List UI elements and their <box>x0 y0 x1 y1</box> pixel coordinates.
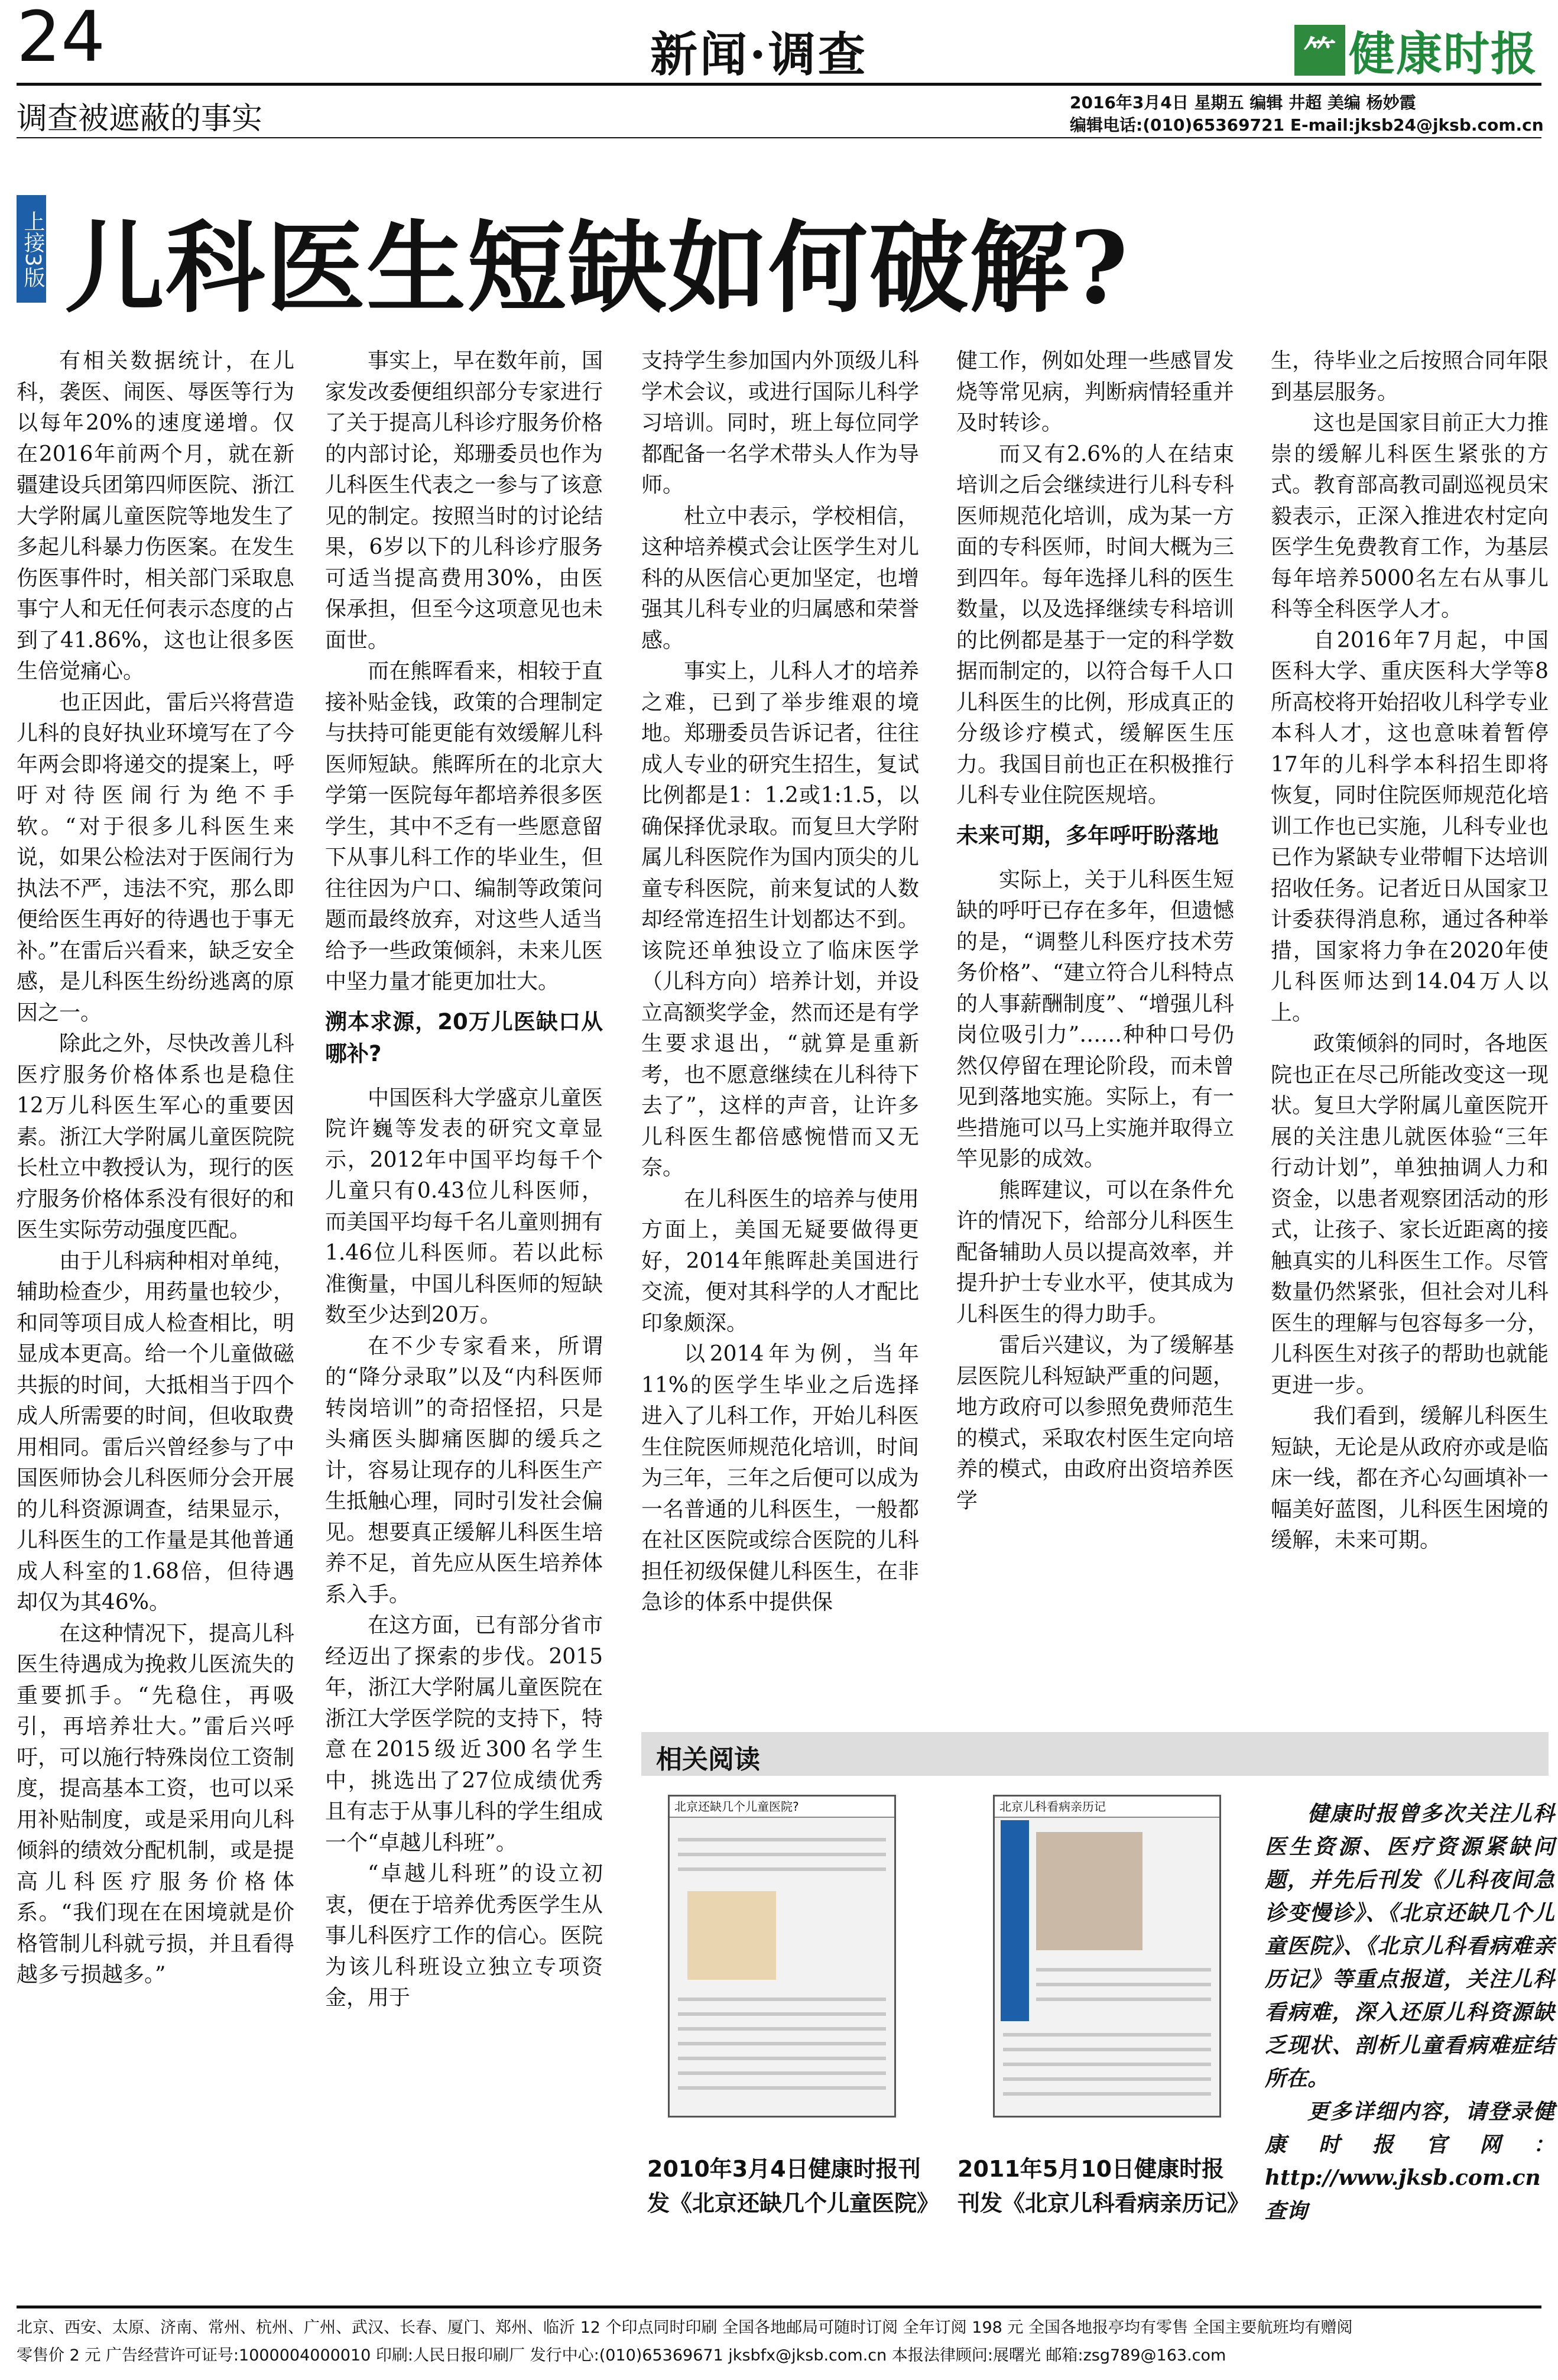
footer-rule <box>17 2306 1541 2308</box>
paragraph: 也正因此，雷后兴将营造儿科的良好执业环境写在了今年两会即将递交的提案上，呼吁对待医闹行为绝不手软。“对于很多儿科医生来说，如果公检法对于医闹行为执法不严，违法不究，那么即便给医生再好的待遇也于事无补。”在雷后兴看来，缺乏安全感，是儿科医生纷纷逃离的原因之一。 <box>17 690 294 1025</box>
related-reading-title: 相关阅读 <box>656 1745 760 1775</box>
paragraph: 杜立中表示，学校相信，这种培养模式会让医学生对儿科的从医信心更加坚定，也增强其儿科专业的归属感和荣誉感。 <box>641 504 919 653</box>
paragraph: 除此之外，尽快改善儿科医疗服务价格体系也是稳住12万儿科医生军心的重要因素。浙江大学附属儿童医院院长杜立中教授认为，现行的医疗服务价格体系没有很好的和医生实际劳动强度匹配。 <box>17 1032 294 1242</box>
thumbnail-image <box>687 1891 776 1980</box>
page-thumbnail-2010 <box>668 1795 896 2118</box>
paragraph: 事实上，早在数年前，国家发改委便组织部分专家进行了关于提高儿科诊疗服务价格的内部讨论，郑珊委员也作为儿科医生代表之一参与了该意见的制定。按照当时的讨论结果，6岁以下的儿科诊疗服务可适当提高费用30%，由医保承担，但至今这项意见也未面世。 <box>325 349 603 653</box>
paragraph: 实际上，关于儿科医生短缺的呼吁已存在多年，但遗憾的是，“调整儿科医疗技术劳务价格”、“建立符合儿科特点的人事薪酬制度”、“增强儿科岗位吸引力”……种种口号仍然仅停留在理论阶段，而未曾见到落地实施。实际上，有一些措施可以马上实施并取得立竿见影的成效。 <box>956 867 1234 1171</box>
paragraph: 由于儿科病种相对单纯，辅助检查少，用药量也较少，和同等项目成人检查相比，明显成本更高。给一个儿童做磁共振的时间，大抵相当于四个成人所需要的时间，但收取费用相同。雷后兴曾经参与了中国医师协会儿科医师分会开展的儿科资源调查，结果显示，儿科医生的工作量是其他普通成人科室的1.68倍，但待遇却仅为其46%。 <box>17 1249 294 1614</box>
logo-mark-icon: ⺮ <box>1294 25 1345 76</box>
paragraph: 熊晖建议，可以在条件允许的情况下，给部分儿科医生配备辅助人员以提高效率，并提升护士专业水平，使其成为儿科医生的得力助手。 <box>956 1178 1234 1327</box>
paragraph: 我们看到，缓解儿科医生短缺，无论是从政府亦或是临床一线，都在齐心勾画填补一幅美好蓝图，儿科医生困境的缓解，未来可期。 <box>1271 1404 1549 1552</box>
article-column-2 <box>325 346 603 2014</box>
paragraph: 有相关数据统计，在儿科，袭医、闹医、辱医等行为以每年20%的速度递增。仅在2016年前两个月，就在新疆建设兵团第四师医院、浙江大学附属儿童医院等地发生了多起儿科暴力伤医案。在发生伤医事件时，相关部门采取息事宁人和无任何表示态度的占到了41.86%，这也让很多医生倍觉痛心。 <box>17 349 294 683</box>
continued-tag-text: 上接3版 <box>21 210 45 288</box>
paragraph: 以2014年为例，当年11%的医学生毕业之后选择进入了儿科工作，开始儿科医生住院医师规范化培训，时间为三年，三年之后便可以成为一名普通的儿科医生，一般都在社区医院或综合医院的儿科担任初级保健儿科医生，在非急诊的体系中提供保 <box>641 1342 919 1614</box>
footer-print-info: 北京、西安、太原、济南、常州、杭州、广州、武汉、长春、厦门、郑州、临沂 12 个印点同时印刷 全国各地邮局可随时订阅 全年订阅 198 元 全国各地报亭均有零售 全国主要航班均有赠阅 <box>17 2319 1353 2337</box>
paragraph: 雷后兴建议，为了缓解基层医院儿科短缺严重的问题，地方政府可以参照免费师范生的模式，采取农村医生定向培养的模式，由政府出资培养医学 <box>956 1333 1234 1513</box>
related-reading-more: 更多详细内容，请登录健康时报官网：http://www.jksb.com.cn查询 <box>1265 2099 1554 2223</box>
paragraph: 生，待毕业之后按照合同年限到基层服务。 <box>1271 349 1549 404</box>
column-tagline: 调查被遮蔽的事实 <box>17 101 263 137</box>
continued-from-tag <box>17 195 46 303</box>
paragraph: 中国医科大学盛京儿童医院许巍等发表的研究文章显示，2012年中国平均每千个儿童只有0.43位儿科医师，而美国平均每千名儿童则拥有1.46位儿科医师。若以此标准衡量，中国儿科医师的短缺数至少达到20万。 <box>325 1085 603 1327</box>
subheading: 未来可期，多年呼吁盼落地 <box>956 822 1219 848</box>
related-reading-bar <box>641 1732 1549 1776</box>
article-column-3 <box>641 346 919 1619</box>
masthead-rule-secondary <box>17 137 1541 138</box>
paragraph: 自2016年7月起，中国医科大学、重庆医科大学等8所高校将开始招收儿科学专业本科人才，这也意味着暂停17年的儿科学本科招生即将恢复，同时住院医师规范化培训工作也已实施，儿科专业也已作为紧缺专业带帽下达培训招收任务。记者近日从国家卫计委获得消息称，通过各种举措，国家将力争在2020年使儿科医师达到14.04万人以上。 <box>1271 628 1549 1025</box>
paragraph: “卓越儿科班”的设立初衷，便在于培养优秀医学生从事儿科医疗工作的信心。医院为该儿科班设立独立专项资金，用于 <box>325 1862 603 2010</box>
footer-publisher-info: 零售价 2 元 广告经营许可证号:1000004000010 印刷:人民日报印刷厂 发行中心:(010)65369671 jksbfx@jksb.com.cn 本报法律顾问:展曙光 邮箱:zsg789@163.com <box>17 2346 1226 2365</box>
paragraph: 支持学生参加国内外顶级儿科学术会议，或进行国际儿科学习培训。同时，班上每位同学都配备一名学术带头人作为导师。 <box>641 349 919 497</box>
paragraph: 健工作，例如处理一些感冒发烧等常见病，判断病情轻重并及时转诊。 <box>956 349 1234 435</box>
related-reading-text <box>1265 1797 1554 2227</box>
thumbnail-image <box>1036 1832 1142 1950</box>
article-column-5 <box>1271 346 1549 1557</box>
paragraph: 而又有2.6%的人在结束培训之后会继续进行儿科专科医师规范化培训，成为某一方面的专科医师，时间大概为三到四年。每年选择儿科的医生数量，以及选择继续专科培训的比例都是基于一定的科学数据而制定的，以符合每千人口儿科医生的比例，形成真正的分级诊疗模式，缓解医生压力。我国目前也正在积极推行儿科专业住院医规培。 <box>956 442 1234 808</box>
thumbnail-header: 北京儿科看病亲历记 <box>995 1797 1219 1818</box>
page-thumbnail-2011 <box>993 1795 1221 2118</box>
paragraph: 在儿科医生的培养与使用方面上，美国无疑要做得更好，2014年熊晖赴美国进行交流，便对其科学的人才配比印象颇深。 <box>641 1186 919 1335</box>
paragraph: 事实上，儿科人才的培养之难，已到了举步维艰的境地。郑珊委员告诉记者，往往成人专业的研究生招生，复试比例都是1：1.2或1:1.5，以确保择优录取。而复旦大学附属儿科医院作为国内顶尖的儿童专科医院，前来复试的人数却经常连招生计划都达不到。该院还单独设立了临床医学（儿科方向）培养计划，并设立高额奖学金，然而还是有学生要求退出，“就算是重新考，也不愿意继续在儿科待下去了”，这样的声音，让许多儿科医生都倍感惋惜而又无奈。 <box>641 659 919 1180</box>
related-reading-paragraph: 健康时报曾多次关注儿科医生资源、医疗资源紧缺问题，并先后刊发《儿科夜间急诊变慢诊》、《北京还缺几个儿童医院》、《北京儿科看病难亲历记》等重点报道，关注儿科看病难，深入还原儿科资源缺乏现状、剖析儿童看病难症结所在。 <box>1265 1801 1554 2091</box>
newspaper-logo <box>1294 24 1538 81</box>
page-number: 24 <box>17 0 106 77</box>
paragraph: 在这种情况下，提高儿科医生待遇成为挽救儿医流失的重要抓手。“先稳住，再吸引，再培养壮大。”雷后兴呼吁，可以施行特殊岗位工资制度，提高基本工资，也可以采用补贴制度，或是采用向儿科倾斜的绩效分配机制，或是提高儿科医疗服务价格体系。“我们现在在困境就是价格管制儿科就亏损，并且看得越多亏损越多。” <box>17 1621 294 1987</box>
editor-contact: 编辑电话:(010)65369721 E-mail:jksb24@jksb.com.cn <box>1070 115 1544 135</box>
logo-text: 健康时报 <box>1349 28 1538 81</box>
thumbnail-caption: 2011年5月10日健康时报刊发《北京儿科看病亲历记》 <box>957 2156 1250 2216</box>
paragraph: 而在熊晖看来，相较于直接补贴金钱，政策的合理制定与扶持可能更能有效缓解儿科医师短缺。熊晖所在的北京大学第一医院每年都培养很多医学生，其中不乏有一些愿意留下从事儿科工作的毕业生，但往往因为户口、编制等政策问题而最终放弃，对这些人适当给予一些政策倾斜，未来儿医中坚力量才能更加壮大。 <box>325 659 603 994</box>
date-editors: 2016年3月4日 星期五 编辑 井超 美编 杨妙霞 <box>1070 93 1416 112</box>
article-column-1 <box>17 346 294 1991</box>
section-title: 新闻·调查 <box>650 27 868 82</box>
headline: 儿科医生短缺如何破解? <box>65 209 1129 326</box>
subheading: 溯本求源，20万儿医缺口从哪补? <box>325 1009 603 1066</box>
article-column-4 <box>956 346 1234 1516</box>
thumbnail-title-band <box>1001 1820 1029 2021</box>
paragraph: 这也是国家目前正大力推崇的缓解儿科医生紧张的方式。教育部高教司副巡视员宋毅表示，正深入推进农村定向医学生免费教育工作，为基层每年培养5000名左右从事儿科等全科医学人才。 <box>1271 411 1549 621</box>
paragraph: 在这方面，已有部分省市经迈出了探索的步伐。2015年，浙江大学附属儿童医院在浙江大学医学院的支持下，特意在2015级近300名学生中，挑选出了27位成绩优秀且有志于从事儿科的学生组成一个“卓越儿科班”。 <box>325 1613 603 1855</box>
thumbnail-header: 北京还缺几个儿童医院? <box>670 1797 894 1818</box>
paragraph: 在不少专家看来，所谓的“降分录取”以及“内科医师转岗培训”的奇招怪招，只是头痛医头脚痛医脚的缓兵之计，容易让现存的儿科医生产生抵触心理，同时引发社会偏见。想要真正缓解儿科医生培养不足，首先应从医生培养体系入手。 <box>325 1334 603 1607</box>
masthead-rule <box>17 83 1541 86</box>
paragraph: 政策倾斜的同时，各地医院也正在尽己所能改变这一现状。复旦大学附属儿童医院开展的关注患儿就医体验“三年行动计划”，单独抽调人力和资金，以患者观察团活动的形式，让孩子、家长近距离的接触真实的儿科医生工作。尽管数量仍然紧张，但社会对儿科医生的理解与包容每多一分，儿科医生对孩子的帮助也就能更进一步。 <box>1271 1032 1549 1397</box>
thumbnail-caption: 2010年3月4日健康时报刊发《北京还缺几个儿童医院》 <box>647 2156 940 2216</box>
